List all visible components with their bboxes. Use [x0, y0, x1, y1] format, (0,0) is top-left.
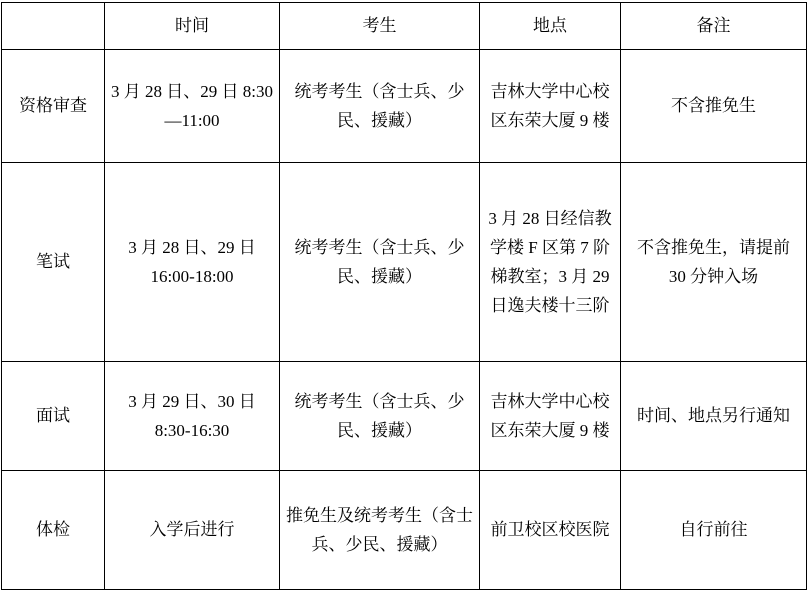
table-row	[2, 471, 807, 590]
cell-candidates: 统考考生（含士兵、少民、援藏）	[280, 362, 480, 471]
table-row	[2, 163, 807, 362]
table-header-row	[2, 3, 807, 50]
exam-schedule-table	[1, 2, 807, 590]
header-cell-candidates: 考生	[280, 3, 480, 50]
cell-stage: 资格审查	[2, 50, 105, 163]
cell-stage: 笔试	[2, 163, 105, 362]
cell-stage: 体检	[2, 471, 105, 590]
cell-stage: 面试	[2, 362, 105, 471]
cell-candidates: 推免生及统考考生（含士兵、少民、援藏）	[280, 471, 480, 590]
cell-location: 3 月 28 日经信教学楼 F 区第 7 阶梯教室；3 月 29 日逸夫楼十三阶	[480, 163, 621, 362]
cell-time: 入学后进行	[105, 471, 280, 590]
cell-time: 3 月 28 日、29 日 8:30—11:00	[105, 50, 280, 163]
header-cell-remark: 备注	[621, 3, 807, 50]
cell-location: 吉林大学中心校区东荣大厦 9 楼	[480, 50, 621, 163]
header-cell-blank	[2, 3, 105, 50]
table-row	[2, 50, 807, 163]
cell-remark: 时间、地点另行通知	[621, 362, 807, 471]
cell-candidates: 统考考生（含士兵、少民、援藏）	[280, 163, 480, 362]
cell-candidates: 统考考生（含士兵、少民、援藏）	[280, 50, 480, 163]
cell-remark: 自行前往	[621, 471, 807, 590]
cell-location: 吉林大学中心校区东荣大厦 9 楼	[480, 362, 621, 471]
cell-remark: 不含推免生，请提前 30 分钟入场	[621, 163, 807, 362]
header-cell-time: 时间	[105, 3, 280, 50]
cell-time: 3 月 29 日、30 日 8:30-16:30	[105, 362, 280, 471]
header-cell-location: 地点	[480, 3, 621, 50]
cell-time: 3 月 28 日、29 日 16:00-18:00	[105, 163, 280, 362]
cell-remark: 不含推免生	[621, 50, 807, 163]
cell-location: 前卫校区校医院	[480, 471, 621, 590]
table-row	[2, 362, 807, 471]
